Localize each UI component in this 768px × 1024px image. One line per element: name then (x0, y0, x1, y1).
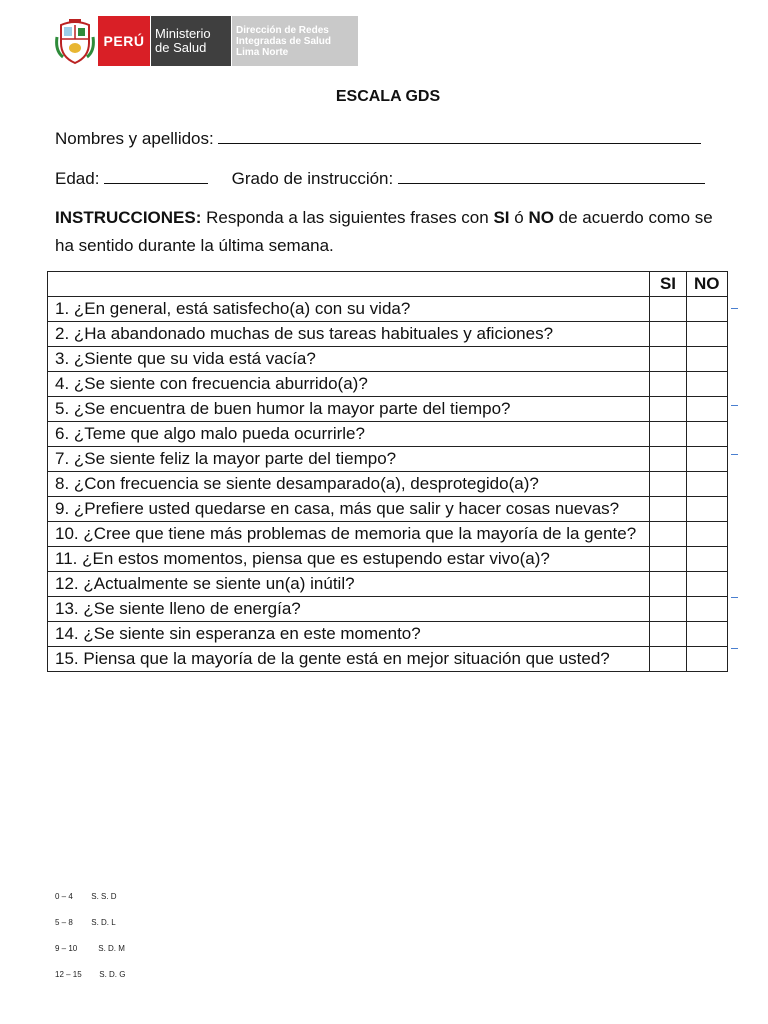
yes-answer-cell[interactable] (650, 347, 687, 372)
legend-range: 9 – 10 (55, 944, 78, 953)
no-answer-cell[interactable] (687, 522, 728, 547)
direction-line2: Integradas de Salud (236, 35, 332, 47)
direction-line3: Lima Norte (236, 46, 289, 58)
yes-answer-cell[interactable] (650, 372, 687, 397)
ministry-label (151, 16, 231, 66)
margin-mark (731, 308, 738, 309)
yes-answer-cell[interactable] (650, 472, 687, 497)
no-answer-cell[interactable] (687, 347, 728, 372)
legend-range: 12 – 15 (55, 970, 82, 979)
table-row (48, 422, 728, 447)
yes-answer-cell[interactable] (650, 622, 687, 647)
no-answer-cell[interactable] (687, 597, 728, 622)
table-row (48, 597, 728, 622)
yes-answer-cell[interactable] (650, 522, 687, 547)
instructions-text-2: ó (514, 208, 524, 227)
peru-label: PERÚ (98, 16, 150, 66)
question-text: 5. ¿Se encuentra de buen humor la mayor parte del tiempo? (48, 397, 650, 422)
question-text: 1. ¿En general, está satisfecho(a) con su vida? (48, 297, 650, 322)
ministry-logo (54, 16, 358, 66)
legend-range: 0 – 4 (55, 892, 73, 901)
instructions-no: NO (528, 208, 554, 227)
question-text: 4. ¿Se siente con frecuencia aburrido(a)? (48, 372, 650, 397)
direction-line1: Dirección de Redes (236, 24, 329, 36)
legend-label: S. D. M (98, 944, 125, 953)
table-row (48, 397, 728, 422)
yes-answer-cell[interactable] (650, 572, 687, 597)
age-field-label: Edad: (55, 169, 100, 188)
document-title: ESCALA GDS (335, 88, 441, 105)
table-row (48, 497, 728, 522)
name-field-row (55, 127, 701, 149)
question-text: 2. ¿Ha abandonado muchas de sus tareas habituales y aficiones? (48, 322, 650, 347)
question-text: 11. ¿En estos momentos, piensa que es estupendo estar vivo(a)? (48, 547, 650, 572)
table-row (48, 647, 728, 672)
yes-answer-cell[interactable] (650, 322, 687, 347)
education-field-label: Grado de instrucción: (231, 169, 394, 188)
legend-item (55, 892, 117, 901)
yes-header: SI (650, 272, 687, 297)
question-text: 12. ¿Actualmente se siente un(a) inútil? (48, 572, 650, 597)
gds-questions-table (47, 271, 728, 672)
legend-label: S. D. L (91, 918, 116, 927)
age-education-row (55, 167, 705, 189)
instructions-label: INSTRUCCIONES: (55, 208, 202, 227)
no-answer-cell[interactable] (687, 397, 728, 422)
yes-answer-cell[interactable] (650, 447, 687, 472)
yes-answer-cell[interactable] (650, 297, 687, 322)
no-answer-cell[interactable] (687, 647, 728, 672)
age-field-blank[interactable] (104, 167, 208, 184)
ministry-line1: Ministerio (155, 26, 211, 41)
question-text: 10. ¿Cree que tiene más problemas de memoria que la mayoría de la gente? (48, 522, 650, 547)
no-header: NO (687, 272, 728, 297)
yes-answer-cell[interactable] (650, 422, 687, 447)
instructions-text-3: de acuerdo como se ha sentido durante la última semana. (55, 208, 713, 255)
legend-item (55, 944, 125, 953)
legend-item (55, 970, 125, 979)
question-text: 6. ¿Teme que algo malo pueda ocurrirle? (48, 422, 650, 447)
margin-mark (731, 454, 738, 455)
table-row (48, 322, 728, 347)
name-field-label: Nombres y apellidos: (55, 129, 214, 148)
table-row (48, 472, 728, 497)
no-answer-cell[interactable] (687, 322, 728, 347)
legend-item (55, 918, 116, 927)
question-header (48, 272, 650, 297)
direction-label (232, 16, 358, 66)
table-row (48, 297, 728, 322)
table-header-row (48, 272, 728, 297)
margin-mark (731, 405, 738, 406)
table-row (48, 372, 728, 397)
yes-answer-cell[interactable] (650, 597, 687, 622)
yes-answer-cell[interactable] (650, 547, 687, 572)
education-field-blank[interactable] (398, 167, 705, 184)
no-answer-cell[interactable] (687, 447, 728, 472)
name-field-blank[interactable] (218, 127, 701, 144)
question-text: 14. ¿Se siente sin esperanza en este momento? (48, 622, 650, 647)
margin-mark (731, 597, 738, 598)
table-row (48, 572, 728, 597)
question-text: 7. ¿Se siente feliz la mayor parte del tiempo? (48, 447, 650, 472)
question-text: 8. ¿Con frecuencia se siente desamparado(a), desprotegido(a)? (48, 472, 650, 497)
no-answer-cell[interactable] (687, 297, 728, 322)
ministry-line2: de Salud (155, 40, 207, 55)
no-answer-cell[interactable] (687, 497, 728, 522)
legend-label: S. D. G (99, 970, 126, 979)
table-row (48, 347, 728, 372)
question-text: 15. Piensa que la mayoría de la gente está en mejor situación que usted? (48, 647, 650, 672)
table-row (48, 547, 728, 572)
question-text: 3. ¿Siente que su vida está vacía? (48, 347, 650, 372)
legend-range: 5 – 8 (55, 918, 73, 927)
instructions-si: SI (493, 208, 510, 227)
yes-answer-cell[interactable] (650, 647, 687, 672)
no-answer-cell[interactable] (687, 372, 728, 397)
table-row (48, 622, 728, 647)
no-answer-cell[interactable] (687, 572, 728, 597)
yes-answer-cell[interactable] (650, 397, 687, 422)
no-answer-cell[interactable] (687, 422, 728, 447)
no-answer-cell[interactable] (687, 622, 728, 647)
table-row (48, 447, 728, 472)
margin-mark (731, 648, 738, 649)
instructions-text-1: Responda a las siguientes frases con (206, 208, 489, 227)
no-answer-cell[interactable] (687, 547, 728, 572)
question-text: 13. ¿Se siente lleno de energía? (48, 597, 650, 622)
legend-label: S. S. D (91, 892, 117, 901)
peru-seal-icon (54, 16, 96, 66)
instructions (55, 204, 725, 260)
table-row (48, 522, 728, 547)
yes-answer-cell[interactable] (650, 497, 687, 522)
no-answer-cell[interactable] (687, 472, 728, 497)
question-text: 9. ¿Prefiere usted quedarse en casa, más que salir y hacer cosas nuevas? (48, 497, 650, 522)
